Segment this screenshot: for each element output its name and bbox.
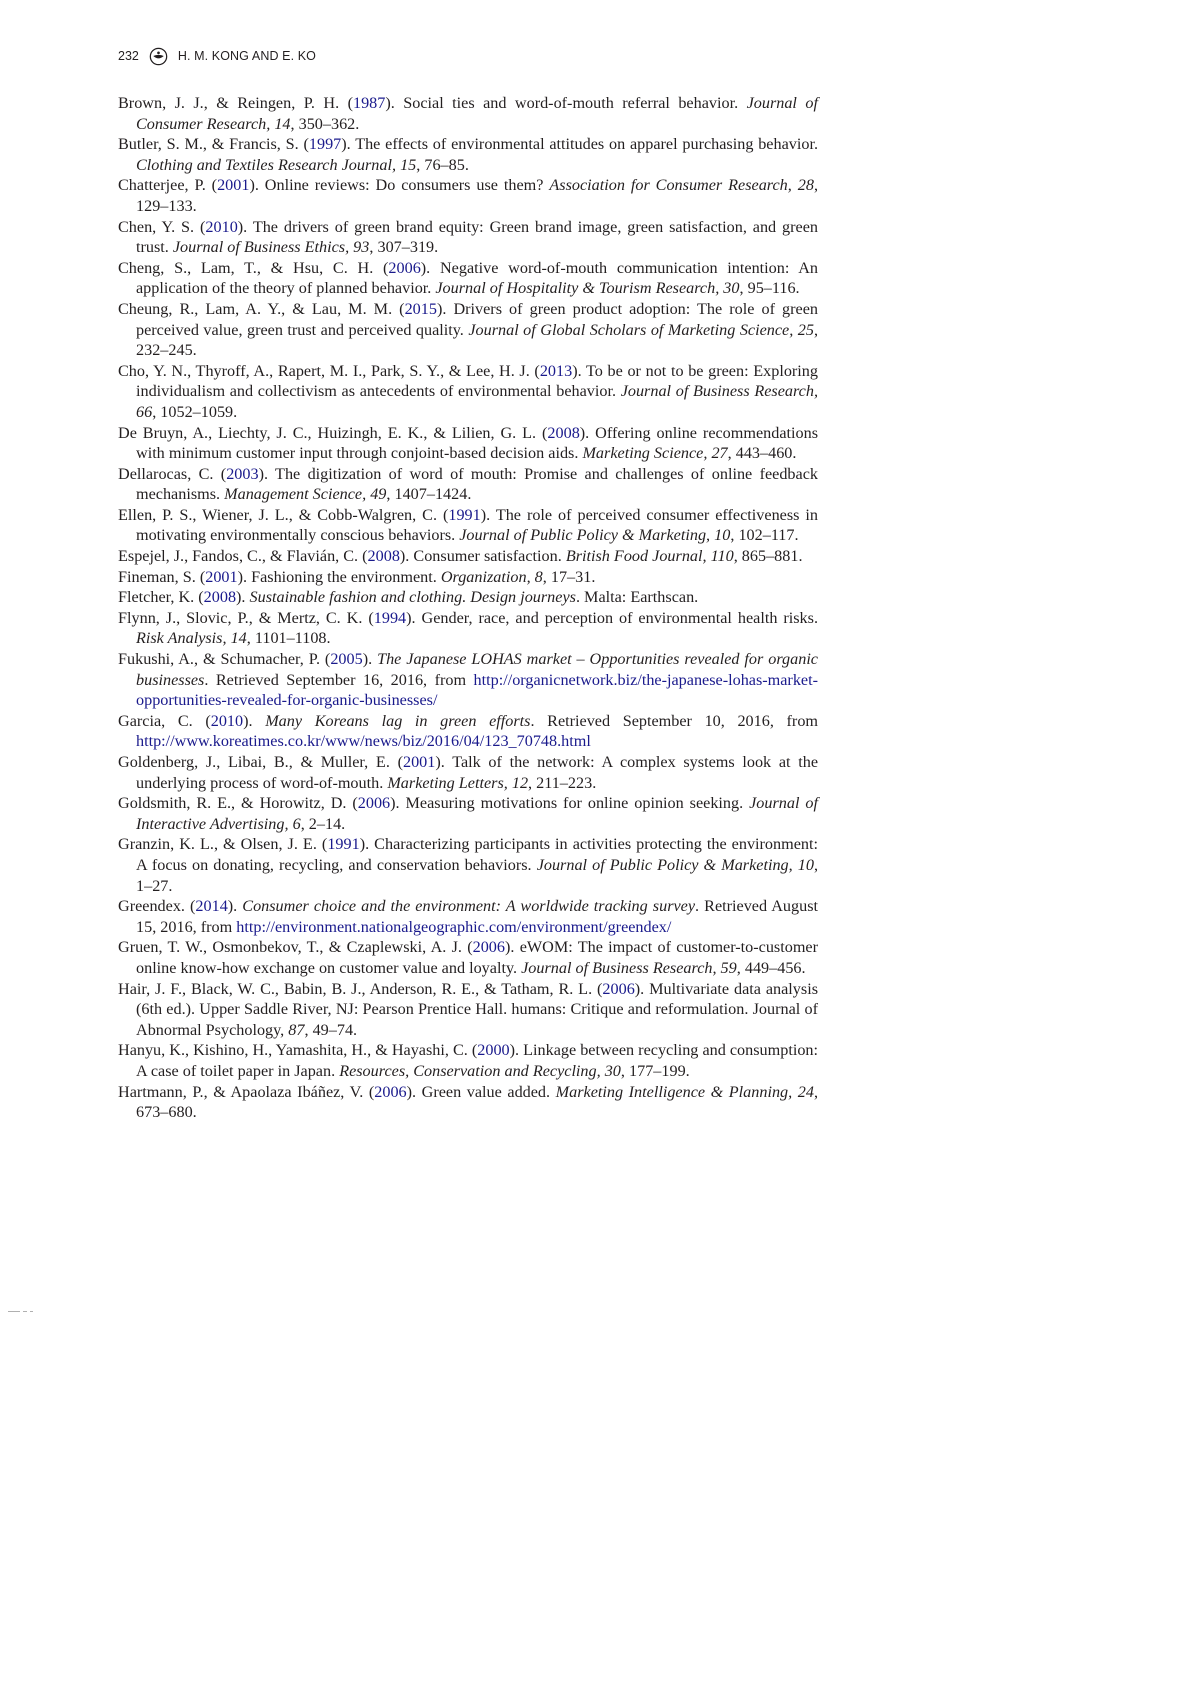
reference-details: . Retrieved September 10, 2016, from (530, 711, 819, 730)
reference-source: Management Science, 49 (224, 485, 387, 504)
reference-details: , 443–460. (727, 444, 797, 463)
reference-title: ). (243, 711, 266, 730)
reference-authors: Flynn, J., Slovic, P., & Mertz, C. K. ( (118, 608, 374, 627)
reference-url-link[interactable]: http://organicnetwork.biz/the-japanese-lohas-market-opportunities-revealed-for-organic-businesses/ (136, 670, 818, 710)
reference-title: ). Social ties and word-of-mouth referral behavior. (385, 94, 747, 112)
reference-entry (118, 423, 818, 464)
reference-entry (118, 979, 818, 1041)
reference-authors: Fletcher, K. ( (118, 588, 204, 607)
reference-title: ). Multivariate data analysis (6th ed.). Upper Saddle River, NJ: Pearson Prentice Hall. humans: Critique and reformulation. Journal of Abnormal Psychology, (136, 979, 818, 1039)
reference-authors: Chatterjee, P. ( (118, 176, 218, 195)
reference-source: Journal of Public Policy & Marketing, 10 (459, 526, 731, 545)
reference-source: Consumer choice and the environment: A worldwide tracking survey (242, 897, 696, 916)
reference-year-link[interactable]: 1991 (448, 505, 481, 524)
reference-authors: Cheung, R., Lam, A. Y., & Lau, M. M. ( (118, 299, 405, 318)
reference-source: Journal of Public Policy & Marketing, 10 (536, 855, 814, 874)
reference-details: , 350–362. (290, 114, 360, 133)
reference-details: , 76–85. (416, 155, 469, 174)
reference-entry (118, 649, 818, 711)
reference-entry (118, 587, 818, 608)
reference-url-link[interactable]: http://environment.nationalgeographic.com/environment/greendex/ (236, 917, 672, 936)
reference-source: Clothing and Textiles Research Journal, 15 (136, 155, 417, 174)
reference-source: Marketing Intelligence & Planning, 24 (555, 1082, 814, 1101)
reference-entry (118, 937, 818, 978)
reference-year-link[interactable]: 1987 (352, 94, 386, 112)
reference-entry (118, 834, 818, 896)
reference-title: ). Drivers of green product adoption: The role of green perceived value, green trust and perceived quality. (136, 299, 818, 339)
reference-year-link[interactable]: 2006 (357, 794, 391, 813)
publisher-logo-icon (149, 47, 168, 66)
reference-year-link[interactable]: 2000 (477, 1041, 510, 1060)
reference-source: Sustainable fashion and clothing. Design journeys (249, 588, 576, 607)
reference-source: Journal of Consumer Research, 14 (136, 94, 818, 133)
reference-authors: Hanyu, K., Kishino, H., Yamashita, H., & Hayashi, C. ( (118, 1041, 478, 1060)
running-header-authors: H. M. KONG AND E. KO (177, 49, 316, 63)
reference-title: ). Fashioning the environment. (237, 567, 441, 586)
reference-details: . Retrieved September 16, 2016, from (204, 670, 474, 689)
reference-entry (118, 608, 818, 649)
reference-year-link[interactable]: 2006 (388, 258, 421, 277)
reference-details: , 449–456. (736, 958, 806, 977)
reference-year-link[interactable]: 1997 (308, 135, 342, 154)
reference-authors: Fineman, S. ( (118, 567, 206, 586)
reference-year-link[interactable]: 2010 (210, 711, 244, 730)
reference-authors: Cho, Y. N., Thyroff, A., Rapert, M. I., Park, S. Y., & Lee, H. J. ( (118, 361, 540, 380)
reference-title: ). Linkage between recycling and consumption: A case of toilet paper in Japan. (136, 1041, 819, 1080)
reference-title: ). The drivers of green brand equity: Green brand image, green satisfaction, and green trust. (136, 217, 818, 257)
page-number: 232 (118, 49, 139, 63)
reference-authors: Greendex. ( (118, 897, 196, 916)
reference-authors: Butler, S. M., & Francis, S. ( (118, 135, 309, 154)
reference-source: Journal of Business Research, 66 (136, 382, 818, 421)
reference-title: ). The effects of environmental attitudes on apparel purchasing behavior. (341, 135, 818, 154)
reference-entry (118, 711, 818, 752)
reference-source: Association for Consumer Research, 28 (549, 176, 814, 195)
reference-source: Journal of Business Ethics, 93 (172, 238, 370, 257)
reference-entry (118, 175, 818, 216)
reference-title: ). Gender, race, and perception of environmental health risks. (406, 608, 818, 627)
reference-entry (118, 464, 818, 505)
reference-entry (118, 505, 818, 546)
reference-year-link[interactable]: 2010 (205, 217, 238, 236)
reference-details: , 2–14. (300, 814, 346, 833)
reference-authors: Dellarocas, C. ( (118, 464, 227, 483)
reference-authors: Goldsmith, R. E., & Horowitz, D. ( (118, 794, 358, 813)
reference-title: ). Consumer satisfaction. (399, 547, 566, 566)
reference-source: Risk Analysis, 14 (136, 629, 247, 648)
reference-year-link[interactable]: 2001 (402, 753, 436, 771)
reference-authors: Espejel, J., Fandos, C., & Flavián, C. ( (118, 547, 368, 566)
reference-title: ). Negative word-of-mouth communication intention: An application of the theory of planned behavior. (136, 258, 818, 298)
reference-details: . Malta: Earthscan. (575, 588, 699, 607)
reference-source: Many Koreans lag in green efforts (265, 711, 531, 730)
reference-entry (118, 217, 818, 258)
reference-year-link[interactable]: 2008 (367, 547, 400, 566)
reference-title: ). Online reviews: Do consumers use them? (249, 176, 550, 195)
reference-year-link[interactable]: 2015 (404, 299, 437, 318)
reference-details: , 49–74. (304, 1020, 358, 1039)
reference-details: , 1101–1108. (246, 629, 331, 648)
reference-details: , 1–27. (136, 855, 818, 895)
reference-source: The Japanese LOHAS market – Opportunities revealed for organic businesses (136, 650, 818, 689)
reference-year-link[interactable]: 2008 (547, 423, 580, 442)
reference-year-link[interactable]: 1991 (327, 835, 360, 854)
reference-year-link[interactable]: 2006 (472, 938, 505, 957)
reference-details: , 865–881. (733, 547, 803, 566)
reference-source: 87 (288, 1020, 305, 1039)
reference-authors: Hair, J. F., Black, W. C., Babin, B. J., Anderson, R. E., & Tatham, R. L. ( (118, 979, 603, 998)
reference-details: , 129–133. (136, 176, 818, 215)
reference-authors: Ellen, P. S., Wiener, J. L., & Cobb-Walgren, C. ( (118, 505, 449, 524)
reference-authors: Brown, J. J., & Reingen, P. H. ( (118, 94, 353, 112)
reference-year-link[interactable]: 2008 (203, 588, 237, 607)
reference-title: ). Measuring motivations for online opinion seeking. (390, 794, 750, 813)
reference-source: Resources, Conservation and Recycling, 30 (339, 1061, 621, 1080)
reference-title: ). eWOM: The impact of customer-to-customer online know-how exchange on customer value and loyalty. (136, 938, 818, 977)
reference-source: British Food Journal, 110 (565, 547, 734, 566)
reference-entry (118, 134, 818, 175)
reference-year-link[interactable]: 2013 (539, 361, 573, 380)
reference-authors: Fukushi, A., & Schumacher, P. ( (118, 650, 331, 669)
reference-source: Marketing Science, 27 (582, 444, 728, 463)
reference-authors: Garcia, C. ( (118, 711, 211, 730)
reference-entry (118, 93, 818, 134)
reference-year-link[interactable]: 2003 (226, 464, 259, 483)
reference-title: ). The digitization of word of mouth: Promise and challenges of online feedback mechanisms. (136, 464, 818, 504)
reference-year-link[interactable]: 2005 (330, 650, 363, 669)
reference-title: ). Talk of the network: A complex systems look at the underlying process of word-of-mouth. (136, 753, 818, 792)
reference-entry (118, 258, 818, 299)
reference-details: , 177–199. (620, 1061, 690, 1080)
reference-source: Journal of Business Research, 59 (521, 958, 737, 977)
reference-year-link[interactable]: 2001 (217, 176, 250, 195)
reference-authors: Gruen, T. W., Osmonbekov, T., & Czaplewski, A. J. ( (118, 938, 473, 957)
reference-source: Journal of Global Scholars of Marketing Science, 25 (468, 320, 814, 339)
reference-url-link[interactable]: http://www.koreatimes.co.kr/www/news/biz/2016/04/123_70748.html (136, 732, 591, 751)
reference-year-link[interactable]: 2001 (205, 567, 238, 586)
reference-title: ). To be or not to be green: Exploring individualism and collectivism as antecedents of environmental behavior. (136, 361, 818, 401)
reference-year-link[interactable]: 2014 (195, 897, 228, 916)
reference-authors: Cheng, S., Lam, T., & Hsu, C. H. ( (118, 258, 389, 277)
running-header (118, 46, 316, 66)
reference-entry (118, 1040, 818, 1081)
reference-authors: Hartmann, P., & Apaolaza Ibáñez, V. ( (118, 1082, 375, 1101)
reference-entry (118, 896, 818, 937)
reference-details: , 17–31. (542, 567, 596, 586)
reference-title: ). (236, 588, 250, 607)
reference-year-link[interactable]: 2006 (602, 979, 635, 998)
reference-details: , 673–680. (136, 1082, 819, 1122)
reference-details: , 95–116. (739, 279, 800, 298)
reference-source: Journal of Hospitality & Tourism Research, 30 (435, 279, 740, 298)
reference-details: , 1052–1059. (152, 402, 238, 421)
reference-details: , 232–245. (136, 320, 818, 360)
reference-entry (118, 361, 818, 423)
reference-title: ). (362, 650, 378, 669)
reference-title: ). The role of perceived consumer effectiveness in motivating environmentally conscious behaviors. (136, 505, 818, 545)
reference-year-link[interactable]: 1994 (373, 608, 407, 627)
reference-entry (118, 793, 818, 834)
reference-details: . Retrieved August 15, 2016, from (136, 897, 818, 936)
reference-source: Organization, 8 (440, 567, 543, 586)
reference-title: ). Green value added. (406, 1082, 556, 1101)
reference-title: ). (227, 897, 243, 916)
reference-authors: Granzin, K. L., & Olsen, J. E. ( (118, 835, 328, 854)
reference-entry (118, 567, 818, 588)
reference-details: , 1407–1424. (386, 485, 472, 504)
margin-mark (8, 1311, 54, 1313)
reference-title: ). Characterizing participants in activities protecting the environment: A focus on donating, recycling, and conservation behaviors. (136, 835, 818, 874)
reference-source: Journal of Interactive Advertising, 6 (136, 794, 818, 833)
reference-authors: Chen, Y. S. ( (118, 217, 206, 236)
reference-entry (118, 299, 818, 361)
reference-year-link[interactable]: 2006 (374, 1082, 407, 1101)
reference-details: , 102–117. (730, 526, 799, 545)
reference-entry (118, 752, 818, 793)
reference-authors: De Bruyn, A., Liechty, J. C., Huizingh, E. K., & Lilien, G. L. ( (118, 423, 548, 442)
reference-details: , 307–319. (369, 238, 439, 257)
reference-source: Marketing Letters, 12 (387, 773, 529, 792)
reference-title: ). Offering online recommendations with minimum customer input through conjoint-based decision aids. (136, 423, 818, 463)
reference-authors: Goldenberg, J., Libai, B., & Muller, E. ( (118, 753, 403, 771)
reference-details: , 211–223. (528, 773, 597, 792)
reference-entry (118, 546, 818, 567)
reference-list (118, 93, 818, 1123)
reference-entry (118, 1082, 818, 1123)
